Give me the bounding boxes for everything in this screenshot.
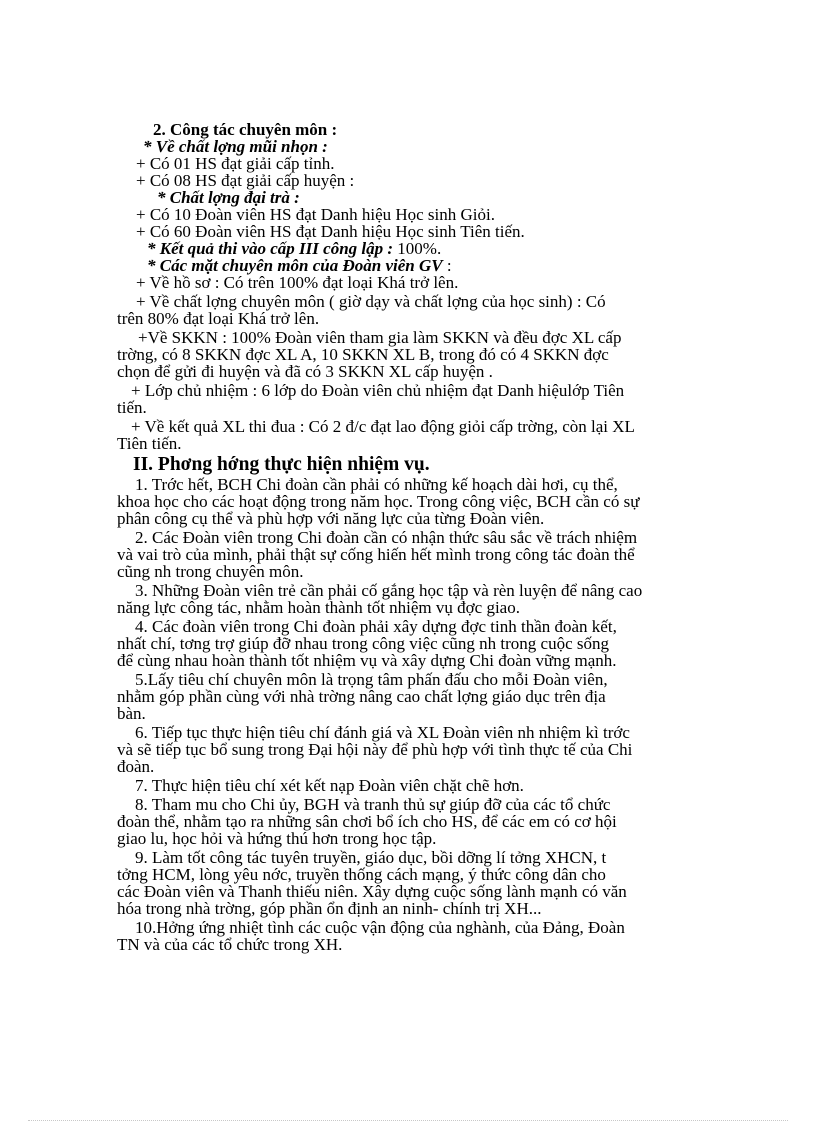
quality-sharp-item: + Có 01 HS đạt giải cấp tỉnh. [136, 154, 335, 173]
task-item [117, 724, 702, 775]
task-item [117, 796, 702, 847]
teacher-item [117, 329, 702, 380]
task-line: để cùng nhau hoàn thành tốt nhiệm vụ và xây dựng Chi đoàn vững mạnh. [117, 651, 617, 670]
task-line: bàn. [117, 704, 146, 723]
task-line: hóa trong nhà trờng, góp phần ổn định an ninh- chính trị XH... [117, 899, 542, 918]
heading-professional-work: 2. Công tác chuyên môn : [153, 120, 338, 139]
task-item [117, 476, 702, 527]
task-line: và vai trò của mình, phải thật sự cống hiến hết mình trong công tác đoàn thể [117, 545, 635, 564]
task-line: cũng nh trong chuyên môn. [117, 562, 304, 581]
teacher-item-line: + Về kết quả XL thi đua : Có 2 đ/c đạt lao động giỏi cấp trờng, còn lại XL [131, 417, 635, 436]
task-item [117, 529, 702, 580]
teacher-line [117, 257, 702, 274]
page-bottom-dotted-rule [28, 1120, 788, 1121]
exam-result-value: 100%. [393, 239, 442, 258]
teacher-item-line: Tiên tiến. [117, 434, 182, 453]
teacher-item-line: + Lớp chủ nhiệm : 6 lớp do Đoàn viên chủ nhiệm đạt Danh hiệulớp Tiên [131, 381, 625, 400]
task-line: nhằm góp phần cùng với nhà trờng nâng cao chất lợng giáo dục trên địa [117, 687, 606, 706]
task-line: 9. Làm tốt công tác tuyên truyền, giáo dục, bồi dỡng lí tởng XHCN, t [135, 848, 607, 867]
task-line: 3. Những Đoàn viên trẻ cần phải cố gắng học tập và rèn luyện để nâng cao [135, 581, 643, 600]
task-line: 6. Tiếp tục thực hiện tiêu chí đánh giá và XL Đoàn viên nh nhiệm kì trớc [135, 723, 630, 742]
task-item [117, 618, 702, 669]
quality-sharp-item: + Có 08 HS đạt giải cấp huyện : [136, 171, 355, 190]
teacher-item-line: tiến. [117, 398, 147, 417]
task-line: 7. Thực hiện tiêu chí xét kết nạp Đoàn viên chặt chẽ hơn. [135, 776, 524, 795]
task-item [117, 919, 702, 953]
task-item [117, 671, 702, 722]
teacher-item [117, 293, 702, 327]
task-line: 2. Các Đoàn viên trong Chi đoàn cần có nhận thức sâu sắc về trách nhiệm [135, 528, 638, 547]
task-line: 4. Các đoàn viên trong Chi đoàn phải xây dựng đợc tinh thần đoàn kết, [135, 617, 617, 636]
task-item [117, 777, 702, 794]
teacher-title-tail: : [442, 256, 452, 275]
task-line: 8. Tham mu cho Chi ủy, BGH và tranh thủ sự giúp đỡ của các tổ chức [135, 795, 611, 814]
task-line: 1. Trớc hết, BCH Chi đoàn cần phải có những kế hoạch dài hơi, cụ thể, [135, 475, 618, 494]
teacher-item-line: chọn để gửi đi huyện và đã có 3 SKKN XL cấp huyện . [117, 362, 493, 381]
teacher-item-line: trên 80% đạt loại Khá trở lên. [117, 309, 320, 328]
teacher-item [117, 274, 702, 291]
task-line: nhất chí, tơng trợ giúp đỡ nhau trong công việc cũng nh trong cuộc sống [117, 634, 610, 653]
teacher-item [117, 382, 702, 416]
quality-sharp-title: * Về chất lợng mũi nhọn : [143, 137, 328, 156]
teacher-item [117, 418, 702, 452]
teacher-item-line: + Về hồ sơ : Có trên 100% đạt loại Khá trở lên. [136, 273, 459, 292]
task-line: giao lu, học hỏi và hứng thú hơn trong học tập. [117, 829, 437, 848]
quality-mass-item: + Có 10 Đoàn viên HS đạt Danh hiệu Học sinh Giỏi. [136, 205, 495, 224]
task-line: các Đoàn viên và Thanh thiếu niên. Xây dựng cuộc sống lành mạnh có văn [117, 882, 627, 901]
task-line: đoàn thể, nhằm tạo ra những sân chơi bổ ích cho HS, để các em có cơ hội [117, 812, 617, 831]
task-line: phân công cụ thể và phù hợp với năng lực của từng Đoàn viên. [117, 509, 545, 528]
task-line: và sẽ tiếp tục bổ sung trong Đại hội này để phù hợp với tình thực tế của Chi [117, 740, 633, 759]
teacher-item-line: +Về SKKN : 100% Đoàn viên tham gia làm SKKN và đều đợc XL cấp [138, 328, 622, 347]
document-body [117, 121, 702, 955]
teacher-item-line: trờng, có 8 SKKN đợc XL A, 10 SKKN XL B, trong đó có 4 SKKN đợc [117, 345, 609, 364]
teacher-title: * Các mặt chuyên môn của Đoàn viên GV [147, 256, 443, 275]
section-ii-heading: II. Phơng hớng thực hiện nhiệm vụ. [133, 454, 430, 475]
teacher-item-line: + Về chất lợng chuyên môn ( giờ dạy và chất lợng của học sinh) : Có [136, 292, 606, 311]
task-line: TN và của các tổ chức trong XH. [117, 935, 343, 954]
task-line: đoàn. [117, 757, 155, 776]
task-item [117, 582, 702, 616]
quality-mass-item: + Có 60 Đoàn viên HS đạt Danh hiệu Học sinh Tiên tiến. [136, 222, 525, 241]
task-line: 10.Hởng ứng nhiệt tình các cuộc vận động của nghành, của Đảng, Đoàn [135, 918, 625, 937]
task-line: khoa học cho các hoạt động trong năm học. Trong công việc, BCH cần có sự [117, 492, 640, 511]
quality-mass-title: * Chất lợng đại trà : [157, 188, 300, 207]
task-line: tởng HCM, lòng yêu nớc, truyền thống cách mạng, ý thức công dân cho [117, 865, 606, 884]
exam-result-line [117, 240, 702, 257]
task-line: 5.Lấy tiêu chí chuyên môn là trọng tâm phấn đấu cho mỗi Đoàn viên, [135, 670, 608, 689]
task-line: năng lực công tác, nhằm hoàn thành tốt nhiệm vụ đợc giao. [117, 598, 520, 617]
exam-result-title: * Kết quả thi vào cấp III công lập : [147, 239, 394, 258]
task-item [117, 849, 702, 917]
